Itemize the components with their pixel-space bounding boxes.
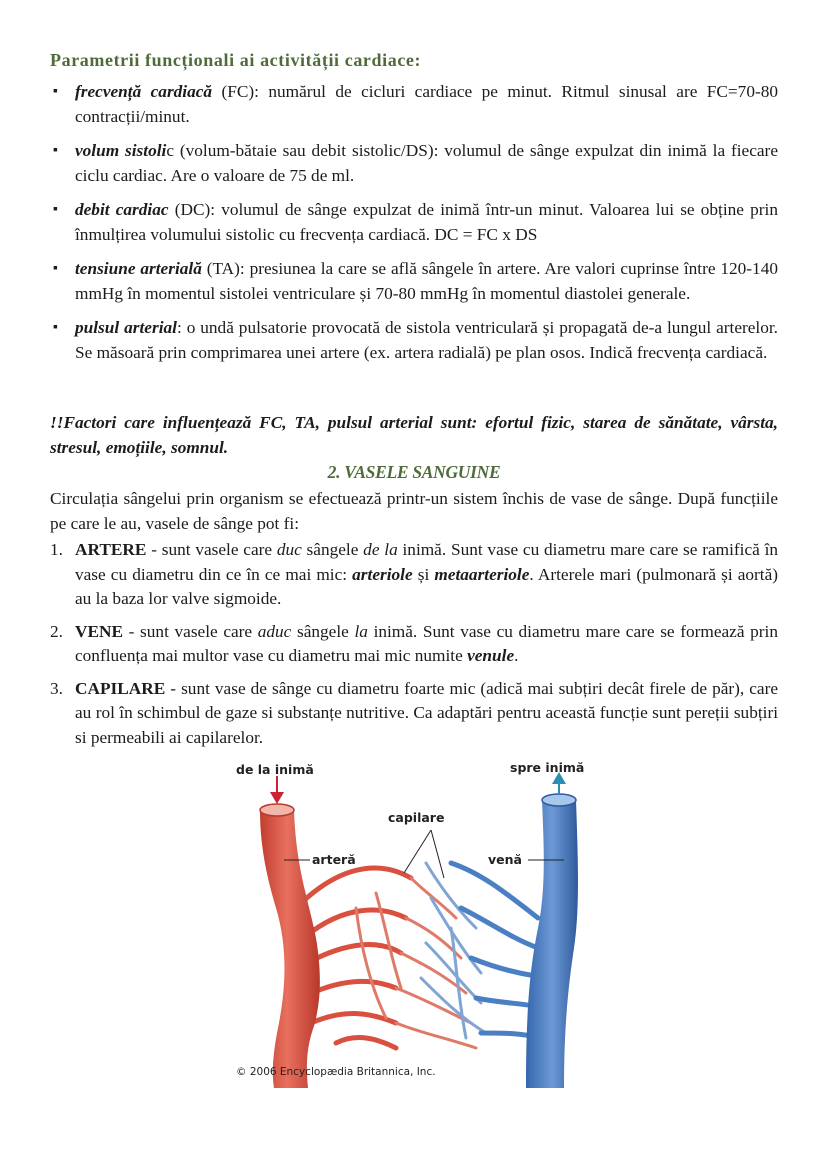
- artery-shape: [260, 810, 320, 1088]
- item-title: ARTERE: [75, 540, 147, 559]
- definition-text: (FC): numărul de cicluri cardiace pe minut. Ritmul sinusal are FC=70-80 contracții/minut.: [75, 82, 778, 126]
- section-title-blood-vessels: 2. VASELE SANGUINE: [327, 462, 501, 482]
- list-item: [50, 198, 778, 247]
- item-text: inimă. Sunt vase cu diametru mare care se formează prin confluența mai multor vase cu diametru mai mic numite: [75, 621, 778, 665]
- definition-text: : o undă pulsatorie provocată de sistola ventriculară și propagată de-a lungul arterelor. Se măsoară prin comprimarea unei artere (ex. artera radială) pe plan osos. Indică frecvența cardiacă.: [75, 318, 778, 362]
- item-text: sângele: [301, 540, 364, 559]
- item-text: . Arterele mari (pulmonară și aortă) au la baza lor valve sigmoide.: [75, 564, 779, 608]
- item-text: sângele: [291, 621, 355, 641]
- term-arterial-pulse: pulsul arterial: [75, 318, 177, 337]
- item-text: - sunt vase de sânge cu diametru foarte mic (adică mai subțiri decât firele de păr), care au rol în schimbul de gaze si substanțe nutritive. Ca adaptări pentru această funcție sunt pereții subțiri si permeabili ai capilarelor.: [75, 678, 778, 747]
- term-blood-pressure: tensiune arterială: [75, 259, 202, 278]
- item-term: metaarteriole: [434, 564, 530, 584]
- list-item: [50, 316, 778, 365]
- definition-text: (DC): volumul de sânge expulzat de inimă într-un minut. Valoarea lui se obține prin înmulțirea volumului sistolic cu frecvența cardiacă. DC = FC x DS: [75, 200, 778, 244]
- cardiac-parameters-list: [50, 80, 778, 375]
- item-text: și: [412, 564, 435, 584]
- list-item-arteries: [50, 538, 778, 612]
- label-artery: arteră: [312, 852, 356, 867]
- definition-text: (TA): presiunea la care se află sângele în artere. Are valori cuprinse între 120-140 mmHg în momentul sistolei ventriculare și 70-80 mmHg în momentul diastolei generale.: [75, 259, 778, 303]
- bullet-icon: ▪: [53, 84, 58, 99]
- item-text: - sunt vasele care: [123, 621, 258, 641]
- list-item: [50, 80, 778, 129]
- intro-paragraph: Circulația sângelui prin organism se efectuează printr-un sistem închis de vase de sânge. După funcțiile pe care le au, vasele de sânge pot fi:: [50, 489, 778, 533]
- vein-opening: [542, 794, 576, 806]
- figure-copyright: © 2006 Encyclopædia Britannica, Inc.: [236, 1066, 436, 1078]
- bullet-icon: ▪: [53, 202, 58, 217]
- vessel-types-list: [50, 538, 778, 758]
- definition-text: (volum-bătaie sau debit sistolic/DS): volumul de sânge expulzat din inimă la fiecare ciclu cardiac. Are o valoare de 75 de ml.: [75, 141, 778, 185]
- item-number: 3.: [50, 678, 63, 698]
- item-number: 2.: [50, 621, 63, 641]
- list-item-capillaries: [50, 677, 778, 751]
- label-from-heart: de la inimă: [236, 762, 314, 777]
- bullet-icon: ▪: [53, 143, 58, 158]
- bullet-icon: ▪: [53, 320, 58, 335]
- arrow-into-artery-icon: [270, 776, 284, 804]
- term-suffix: c: [166, 141, 174, 160]
- item-term: arteriole: [352, 564, 413, 584]
- section-heading-cardiac-parameters: Parametrii funcționali ai activității cardiace:: [50, 50, 422, 70]
- item-emphasis: de la: [363, 540, 398, 559]
- bullet-icon: ▪: [53, 261, 58, 276]
- item-title: VENE: [75, 621, 124, 641]
- item-title: CAPILARE: [75, 678, 166, 698]
- term-cardiac-output: debit cardiac: [75, 200, 169, 219]
- list-item-veins: [50, 620, 778, 669]
- item-term: venule: [467, 646, 515, 665]
- list-item: [50, 257, 778, 306]
- label-vein: venă: [488, 852, 522, 867]
- capillary-network: [296, 863, 538, 1048]
- item-number: 1.: [50, 540, 63, 559]
- item-text: inimă. Sunt vase cu diametru mare care se ramifică în vase cu diametru din ce în ce mai mic:: [75, 540, 779, 584]
- item-text: .: [514, 646, 519, 665]
- artery-opening: [260, 804, 294, 816]
- term-heart-rate: frecvență cardiacă: [75, 82, 213, 101]
- blood-vessels-figure: [226, 758, 606, 1088]
- label-to-heart: spre inimă: [510, 760, 585, 775]
- list-item: [50, 139, 778, 188]
- item-emphasis: la: [354, 621, 368, 641]
- vessels-illustration: [226, 758, 606, 1088]
- item-emphasis: aduc: [257, 621, 292, 641]
- arrow-out-of-vein-icon: [552, 772, 566, 794]
- factors-note: !!Factori care influențează FC, TA, pulsul arterial sunt: efortul fizic, starea de sănătate, vârsta, stresul, emoțiile, somnul.: [50, 413, 778, 457]
- term-stroke-volume: volum sistoli: [75, 141, 167, 160]
- item-text: - sunt vasele care: [146, 540, 277, 559]
- label-capillaries: capilare: [388, 810, 445, 825]
- item-emphasis: duc: [276, 540, 302, 559]
